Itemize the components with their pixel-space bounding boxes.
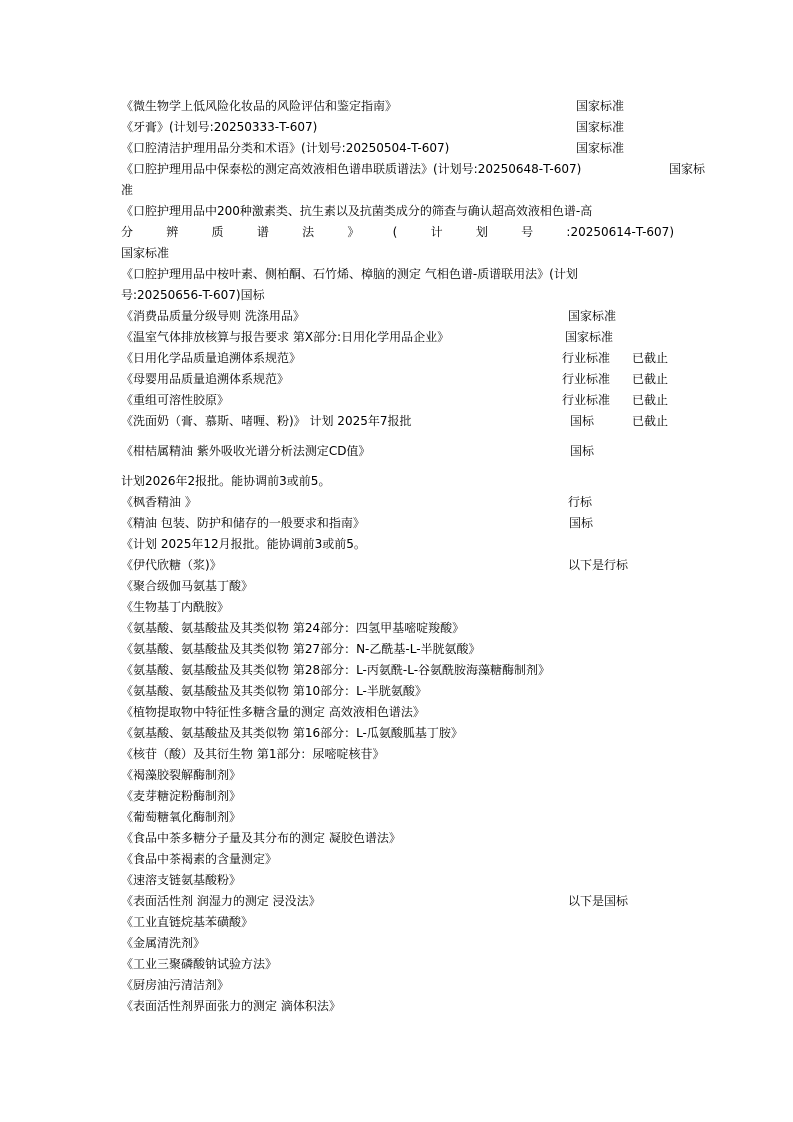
line-text: 《氨基酸、氨基酸盐及其类似物 第24部分：四氢甲基嘧啶羧酸》 [121, 621, 465, 635]
document-line [121, 723, 674, 744]
line-text: 《口腔清洁护理用品分类和术语》(计划号:20250504-T-607) [121, 141, 450, 155]
line-text: 《表面活性剂 润湿力的测定 浸没法》 [121, 894, 321, 908]
document-line [121, 996, 674, 1017]
status-label: 已截止 [632, 351, 669, 365]
document-line [121, 492, 674, 513]
line-text: 《口腔护理用品中保泰松的测定高效液相色谱串联质谱法》(计划号:20250648-T-607) [121, 162, 582, 176]
line-text: 《重组可溶性胶原》 [121, 393, 230, 407]
document-line [121, 954, 674, 975]
standard-type-label: 行业标准 [562, 372, 611, 386]
standard-type-label: 以下是行标 [568, 558, 629, 572]
line-text: 《牙膏》(计划号:20250333-T-607) [121, 120, 318, 134]
document-line [121, 264, 674, 285]
document-line [121, 975, 674, 996]
line-text: 《洗面奶（膏、慕斯、啫喱、粉)》 计划 2025年7报批 [121, 414, 412, 428]
status-label: 已截止 [632, 393, 669, 407]
standard-type-label: 国标 [569, 516, 594, 530]
line-text: 号:20250656-T-607)国标 [121, 288, 265, 302]
document-line [121, 765, 674, 786]
document-line [121, 639, 674, 660]
line-text: 《金属清洗剂》 [121, 936, 206, 950]
document-line [121, 576, 674, 597]
document-line [121, 513, 674, 534]
line-text: 《葡萄糖氧化酶制剂》 [121, 810, 242, 824]
line-text: 《微生物学上低风险化妆品的风险评估和鉴定指南》 [121, 99, 398, 113]
document-line [121, 441, 674, 462]
standard-type-label: 国家标准 [568, 309, 617, 323]
standard-type-label: 国家标准 [565, 330, 614, 344]
document-line [121, 828, 674, 849]
document-line [121, 285, 674, 306]
standard-type-label: 国标 [570, 414, 595, 428]
document-line [121, 534, 674, 555]
document-line [121, 327, 674, 348]
line-text: 《温室气体排放核算与报告要求 第X部分:日用化学用品企业》 [121, 330, 450, 344]
document-line [121, 306, 674, 327]
line-text: 《麦芽糖淀粉酶制剂》 [121, 789, 242, 803]
line-text: 《柑桔属精油 紫外吸收光谱分析法测定CD值》 [121, 444, 371, 458]
document-line [121, 471, 674, 492]
line-text: 《计划 2025年12月报批。能协调前3或前5。 [121, 537, 366, 551]
line-text: 《枫香精油 》 [121, 495, 197, 509]
line-text: 《精油 包装、防护和储存的一般要求和指南》 [121, 516, 365, 530]
line-text: 《表面活性剂界面张力的测定 滴体积法》 [121, 999, 341, 1013]
line-text: 《口腔护理用品中桉叶素、侧柏酮、石竹烯、樟脑的测定 气相色谱-质谱联用法》(计划 [121, 267, 578, 281]
document-line [121, 660, 674, 681]
line-text: 准 [121, 183, 134, 197]
line-text: 计划2026年2报批。能协调前3或前5。 [121, 474, 331, 488]
document-line [121, 243, 674, 264]
line-text: 《厨房油污清洁剂》 [121, 978, 230, 992]
line-text: 《生物基丁内酰胺》 [121, 600, 230, 614]
line-text: 《氨基酸、氨基酸盐及其类似物 第28部分：L-丙氨酰-L-谷氨酰胺海藻糖酶制剂》 [121, 663, 551, 677]
document-line [121, 912, 674, 933]
document-line [121, 96, 674, 117]
document-line [121, 411, 674, 432]
document-line [121, 786, 674, 807]
line-text: 《伊代欣糖（浆)》 [121, 558, 222, 572]
standard-type-label: 国标 [570, 444, 595, 458]
line-text: 《氨基酸、氨基酸盐及其类似物 第16部分：L-瓜氨酸胍基丁胺》 [121, 726, 463, 740]
document-line [121, 138, 674, 159]
document-line [121, 933, 674, 954]
line-text: 《食品中茶多糖分子量及其分布的测定 凝胶色谱法》 [121, 831, 401, 845]
document-line [121, 369, 674, 390]
line-text: 分辨质谱法》(计划号:20250614-T-607) [121, 225, 674, 239]
line-text: 《日用化学品质量追溯体系规范》 [121, 351, 302, 365]
document-line [121, 201, 674, 222]
standard-type-label: 国家标准 [576, 99, 625, 113]
line-text: 《工业三聚磷酸钠试验方法》 [121, 957, 278, 971]
document-line [121, 117, 674, 138]
line-text: 《消费品质量分级导则 洗涤用品》 [121, 309, 305, 323]
line-text: 《植物提取物中特征性多糖含量的测定 高效液相色谱法》 [121, 705, 425, 719]
line-text: 《食品中茶褐素的含量测定》 [121, 852, 278, 866]
status-label: 已截止 [632, 372, 669, 386]
line-text: 《聚合级伽马氨基丁酸》 [121, 579, 254, 593]
document-line [121, 702, 674, 723]
line-text: 《氨基酸、氨基酸盐及其类似物 第10部分：L-半胱氨酸》 [121, 684, 427, 698]
standard-type-label: 以下是国标 [568, 894, 629, 908]
line-text: 《工业直链烷基苯磺酸》 [121, 915, 254, 929]
line-text: 国家标准 [121, 246, 170, 260]
document-line [121, 744, 674, 765]
line-text: 《口腔护理用品中200种激素类、抗生素以及抗菌类成分的筛查与确认超高效液相色谱-高 [121, 204, 593, 218]
standard-type-label: 行标 [568, 495, 593, 509]
document-line [121, 807, 674, 828]
standard-type-label: 行业标准 [562, 393, 611, 407]
document-line [121, 597, 674, 618]
line-text: 《速溶支链氨基酸粉》 [121, 873, 242, 887]
standard-type-label: 国家标准 [576, 141, 625, 155]
document-line [121, 870, 674, 891]
standard-type-label: 国家标 [669, 162, 706, 176]
document-line [121, 390, 674, 411]
standard-type-label: 国家标准 [576, 120, 625, 134]
document-line [121, 849, 674, 870]
document-line [121, 681, 674, 702]
document-line [121, 618, 674, 639]
document-line [121, 555, 674, 576]
line-text: 《褐藻胶裂解酶制剂》 [121, 768, 242, 782]
document-line [121, 348, 674, 369]
document-line [121, 159, 706, 180]
status-label: 已截止 [632, 414, 669, 428]
line-text: 《母婴用品质量追溯体系规范》 [121, 372, 290, 386]
document-line [121, 222, 674, 243]
document-line [121, 180, 674, 201]
line-text: 《氨基酸、氨基酸盐及其类似物 第27部分：N-乙酰基-L-半胱氨酸》 [121, 642, 481, 656]
line-text: 《核苷（酸）及其衍生物 第1部分：尿嘧啶核苷》 [121, 747, 385, 761]
document-line [121, 891, 674, 912]
standard-type-label: 行业标准 [562, 351, 611, 365]
